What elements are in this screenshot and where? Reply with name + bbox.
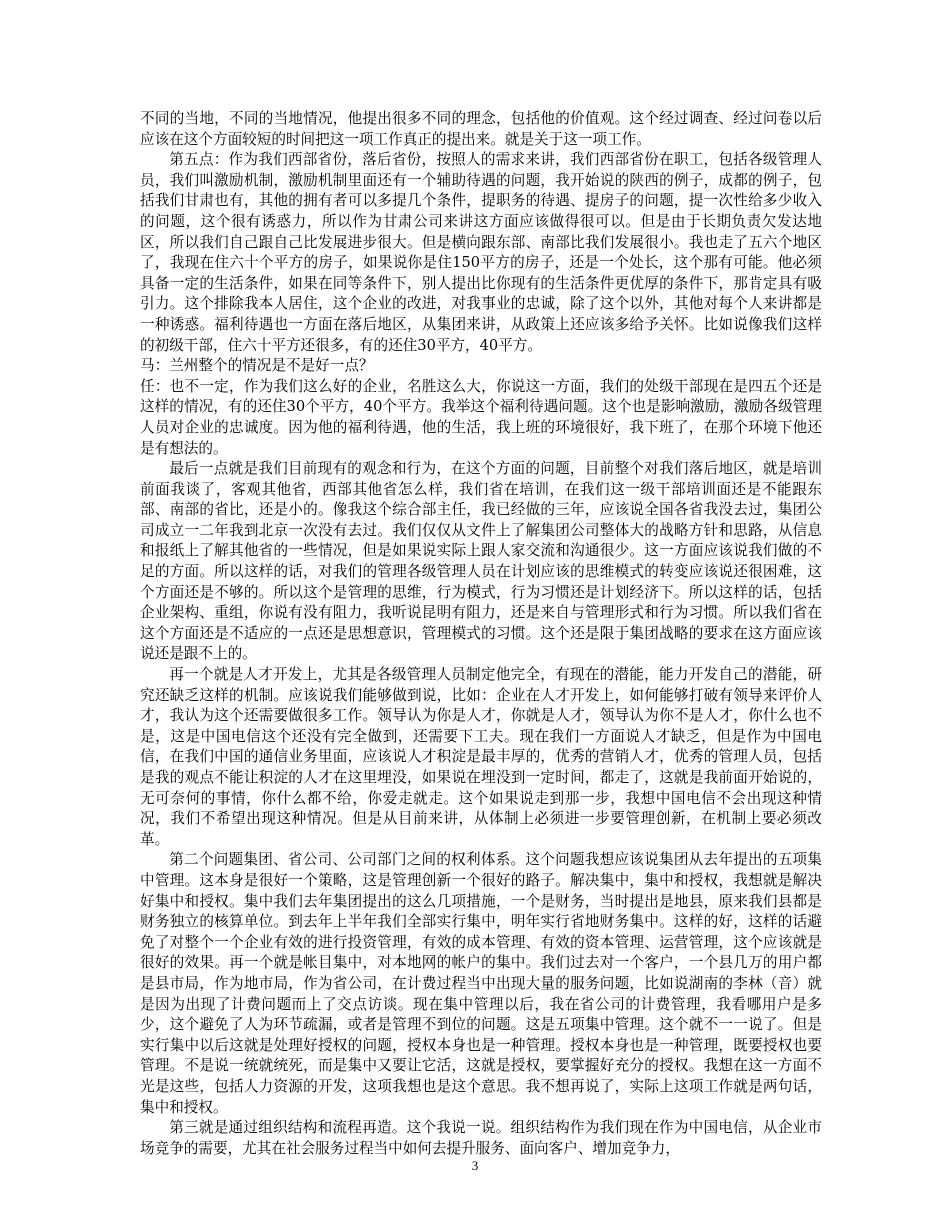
paragraph: 第三就是通过组织结构和流程再造。这个我说一说。组织结构作为我们现在作为中国电信，从企业市场竞争的需要，尤其在社会服务过程当中如何去提升服务、面向客户、增加竞争力， [140, 1119, 822, 1157]
paragraph: 再一个就是人才开发上，尤其是各级管理人员制定他完全，有现在的潜能，能力开发自己的潜能，研究还缺乏这样的机制。应该说我们能够做到说，比如：企业在人才开发上，如何能够打破有领导来评价人才，我认为这个还需要做很多工作。领导认为你是人才，你就是人才，领导认为你不是人才，你什么也不是，这是中国电信这个还没有完全做到，还需要下工夫。现在我们一方面说人才缺乏，但是作为中国电信，在我们中国的通信业务里面，应该说人才积淀是最丰厚的，优秀的营销人才，优秀的管理人员，包括是我的观点不能让积淀的人才在这里埋没，如果说在埋没到一定时间，都走了，这就是我前面开始说的，无可奈何的事情，你什么都不给，你爱走就走。这个如果说走到那一步，我想中国电信不会出现这种情况，我们不希望出现这种情况。但是从目前来讲，从体制上必须进一步要管理创新，在机制上要必须改革。 [140, 666, 822, 848]
paragraph: 第五点：作为我们西部省份，落后省份，按照人的需求来讲，我们西部省份在职工，包括各级管理人员，我们叫激励机制，激励机制里面还有一个辅助待遇的问题，我开始说的陕西的例子，成都的例子，包括我们甘肃也有，其他的拥有者可以多提几个条件，提职务的待遇、提房子的问题，提一次性给多少收入的问题，这个很有诱惑力，所以作为甘肃公司来讲这方面应该做得很可以。但是由于长期负责欠发达地区，所以我们自己跟自己比发展进步很大。但是横向跟东部、南部比我们发展很小。我也走了五六个地区了，我现在住六十个平方的房子，如果说你是住150平方的房子，还是一个处长，这个那有可能。他必须具备一定的生活条件，如果在同等条件下，别人提出比你现有的生活条件更优厚的条件下，那肯定具有吸引力。这个排除我本人居住，这个企业的改进，对我事业的忠诚，除了这个以外，其他对每个人来讲都是一种诱惑。福利待遇也一方面在落后地区，从集团来讲，从政策上还应该多给予关怀。比如说像我们这样的初级干部，住六十平方还很多，有的还住30平方，40平方。 [140, 151, 822, 354]
paragraph: 不同的当地，不同的当地情况，他提出很多不同的理念，包括他的价值观。这个经过调查、经过问卷以后应该在这个方面较短的时间把这一项工作真正的提出来。就是关于这一项工作。 [140, 110, 822, 148]
document-body [140, 109, 822, 1159]
page-number: 3 [471, 1158, 479, 1173]
paragraph: 最后一点就是我们目前现有的观念和行为，在这个方面的问题，目前整个对我们落后地区，就是培训前面我谈了，客观其他省，西部其他省怎么样，我们省在培训，在我们这一级干部培训面还是不能跟东部、南部的省比，还是小的。像我这个综合部主任，我已经做的三年，应该说全国各省我没去过，集团公司成立一二年我到北京一次没有去过。我们仅仅从文件上了解集团公司整体大的战略方针和思路，从信息和报纸上了解其他省的一些情况，但是如果说实际上跟人家交流和沟通很少。这一方面应该说我们做的不足的方面。所以这样的话，对我们的管理各级管理人员在计划应该的思维模式的转变应该说还很困难，这个方面还是不够的。所以这个是管理的思维，行为模式，行为习惯还是计划经济下。所以这样的话，包括企业架构、重组，你说有没有阻力，我听说昆明有阻力，还是来自与管理形式和行为习惯。所以我们省在这个方面还是不适应的一点还是思想意识，管理模式的习惯。这个还是限于集团战略的要求在这方面应该说还是跟不上的。 [140, 460, 822, 663]
paragraph: 第二个问题集团、省公司、公司部门之间的权利体系。这个问题我想应该说集团从去年提出的五项集中管理。这本身是很好一个策略，这是管理创新一个很好的路子。解决集中，集中和授权，我想就是解决好集中和授权。集中我们去年集团提出的这么几项措施，一个是财务，当时提出是地县，原来我们县都是财务独立的核算单位。到去年上半年我们全部实行集中，明年实行省地财务集中。这样的好，这样的话避免了对整个一个企业有效的进行投资管理，有效的成本管理、有效的资本管理、运营管理，这个应该就是很好的效果。再一个就是帐目集中，对本地网的帐户的集中。我们过去对一个客户，一个县几万的用户都是县市局，作为地市局，作为省公司，在计费过程当中出现大量的服务问题，比如说湖南的李林（音）就是因为出现了计费问题而上了交点访谈。现在集中管理以后，我在省公司的计费管理，我看哪用户是多少，这个避免了人为环节疏漏，或者是管理不到位的问题。这是五项集中管理。这个就不一一说了。但是实行集中以后这就是处理好授权的问题，授权本身也是一种管理。授权本身也是一种管理，既要授权也要管理。不是说一统就统死，而是集中又要让它活，这就是授权，要掌握好充分的授权。我想在这一方面不光是这些，包括人力资源的开发，这项我想也是这个意思。我不想再说了，实际上这项工作就是两句话，集中和授权。 [140, 851, 822, 1116]
paragraph: 马：兰州整个的情况是不是好一点？ [140, 357, 374, 375]
paragraph: 任：也不一定，作为我们这么好的企业，名胜这么大，你说这一方面，我们的处级干部现在是四五个还是这样的情况，有的还住30个平方，40个平方。我举这个福利待遇问题。这个也是影响激励，激励各级管理人员对企业的忠诚度。因为他的福利待遇，他的生活，我上班的环境很好，我下班了，在那个环境下他还是有想法的。 [140, 377, 822, 457]
